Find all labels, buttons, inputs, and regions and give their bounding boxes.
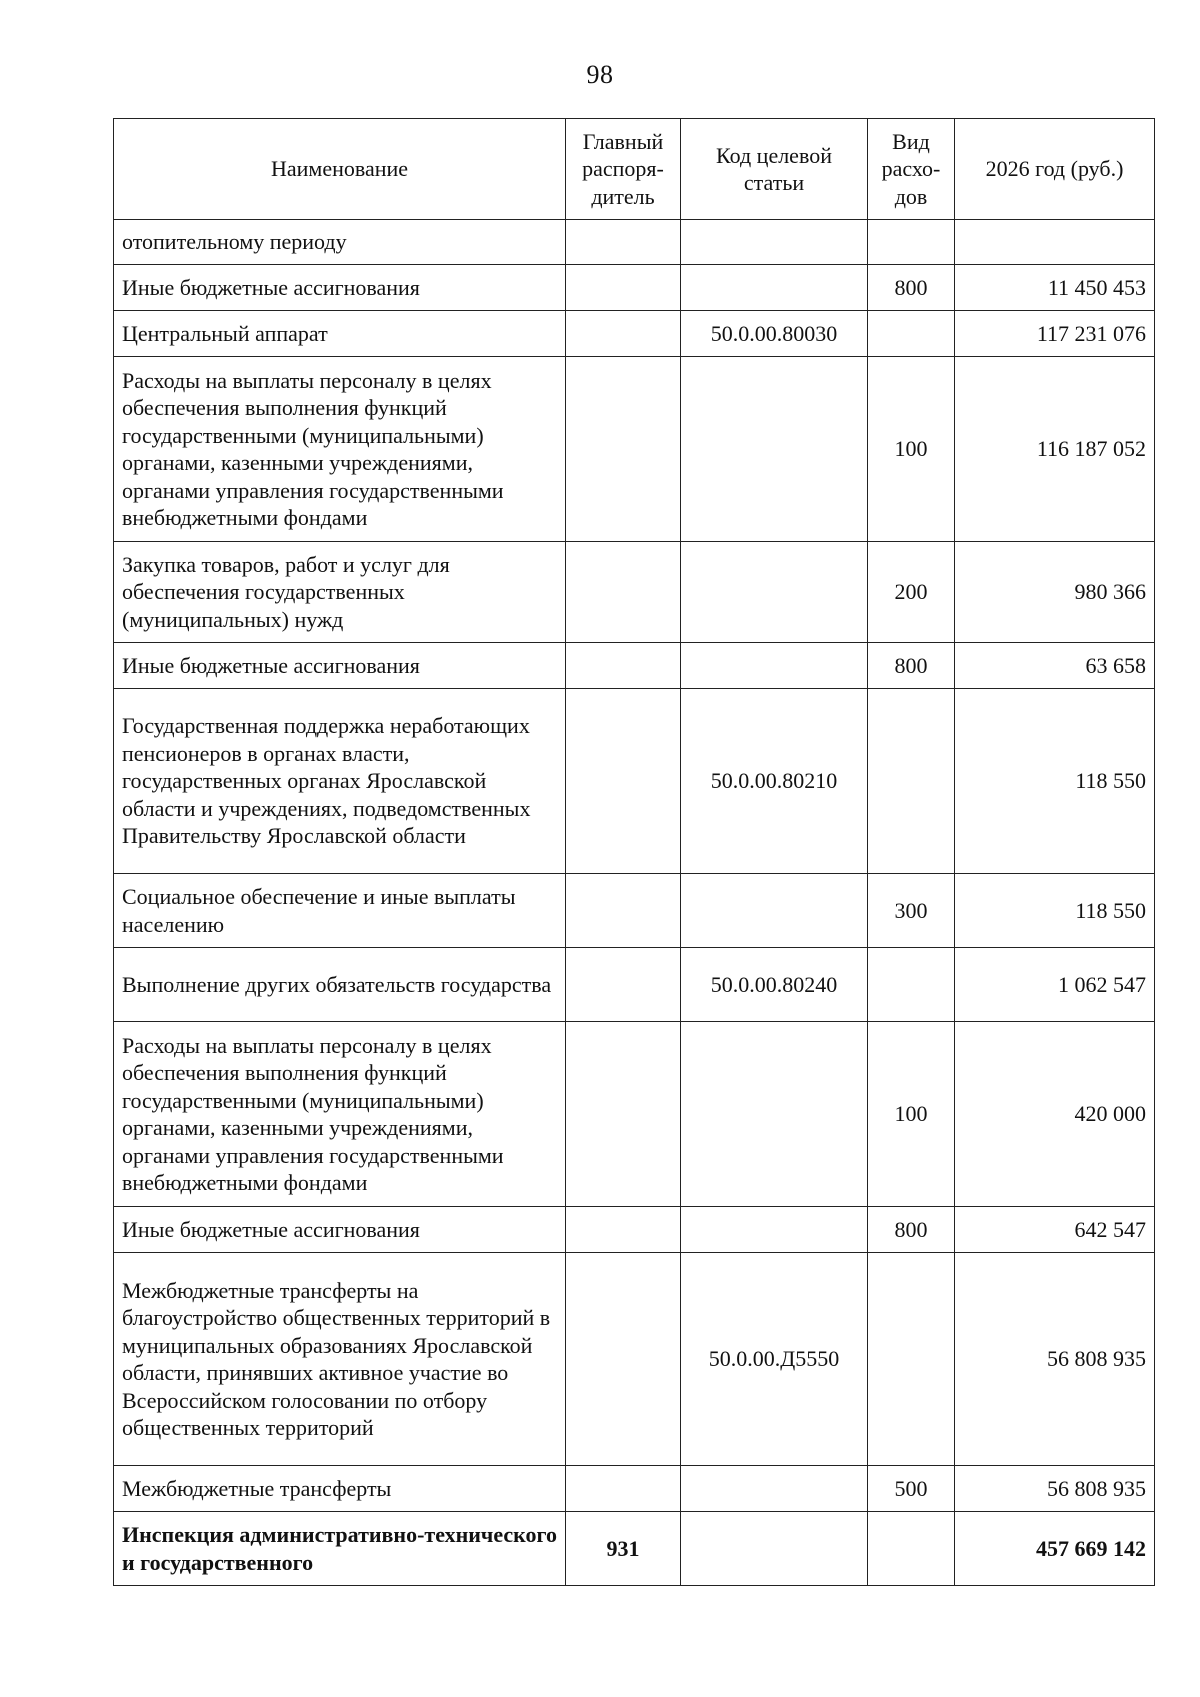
table-row [114,1022,1155,1207]
row-admin [566,1207,681,1253]
header-sum: 2026 год (руб.) [955,119,1155,220]
row-code: 50.0.00.80030 [681,311,868,357]
row-sum: 420 000 [955,1022,1155,1207]
row-admin [566,1022,681,1207]
row-sum: 642 547 [955,1207,1155,1253]
row-admin [566,311,681,357]
row-code [681,1207,868,1253]
row-admin [566,357,681,542]
page-number: 98 [586,60,614,89]
row-type: 800 [868,265,955,311]
row-admin [566,874,681,948]
budget-table [113,118,1155,1586]
row-admin [566,220,681,265]
row-name: Инспекция административно-технического и государственного [114,1512,566,1586]
row-name: Расходы на выплаты персоналу в целях обеспечения выполнения функций государственными (муниципальными) органами, казенными учреждениями, органами управления государственными внебюджетными фондами [114,357,566,542]
header-name: Наименование [114,119,566,220]
row-type: 200 [868,542,955,643]
row-sum: 63 658 [955,643,1155,689]
row-sum: 457 669 142 [955,1512,1155,1586]
table-header-row [114,119,1155,220]
row-admin [566,689,681,874]
row-sum: 1 062 547 [955,948,1155,1022]
row-type [868,689,955,874]
row-admin [566,948,681,1022]
table-row [114,1466,1155,1512]
row-name: Социальное обеспечение и иные выплаты населению [114,874,566,948]
row-type [868,1253,955,1466]
row-type: 100 [868,1022,955,1207]
row-name: Расходы на выплаты персоналу в целях обеспечения выполнения функций государственными (муниципальными) органами, казенными учреждениями, органами управления государственными внебюджетными фондами [114,1022,566,1207]
row-admin: 931 [566,1512,681,1586]
row-name: отопительному периоду [114,220,566,265]
row-sum: 117 231 076 [955,311,1155,357]
row-admin [566,1253,681,1466]
row-name: Межбюджетные трансферты [114,1466,566,1512]
row-code [681,1466,868,1512]
row-type: 500 [868,1466,955,1512]
table-row [114,357,1155,542]
row-name: Иные бюджетные ассигнования [114,643,566,689]
table-row [114,874,1155,948]
row-sum: 11 450 453 [955,265,1155,311]
table-row [114,689,1155,874]
row-name: Иные бюджетные ассигнования [114,1207,566,1253]
row-sum [955,220,1155,265]
row-code: 50.0.00.80240 [681,948,868,1022]
row-code: 50.0.00.80210 [681,689,868,874]
row-code [681,1512,868,1586]
row-type [868,220,955,265]
table-row [114,311,1155,357]
row-sum: 980 366 [955,542,1155,643]
row-code [681,1022,868,1207]
row-type: 300 [868,874,955,948]
row-sum: 56 808 935 [955,1466,1155,1512]
row-code [681,542,868,643]
table-row-total [114,1512,1155,1586]
table-row [114,265,1155,311]
row-type [868,311,955,357]
row-type: 800 [868,643,955,689]
row-name: Межбюджетные трансферты на благоустройство общественных территорий в муниципальных образованиях Ярославской области, принявших активное участие во Всероссийском голосовании по отбору общественных территорий [114,1253,566,1466]
row-code [681,265,868,311]
row-name: Центральный аппарат [114,311,566,357]
row-name: Иные бюджетные ассигнования [114,265,566,311]
table-row [114,542,1155,643]
row-code [681,220,868,265]
row-sum: 116 187 052 [955,357,1155,542]
row-type: 100 [868,357,955,542]
row-type: 800 [868,1207,955,1253]
row-sum: 118 550 [955,689,1155,874]
table-row [114,643,1155,689]
row-code: 50.0.00.Д5550 [681,1253,868,1466]
header-code: Код целевой статьи [681,119,868,220]
row-sum: 56 808 935 [955,1253,1155,1466]
row-type [868,948,955,1022]
row-code [681,357,868,542]
row-name: Государственная поддержка неработающих пенсионеров в органах власти, государственных органах Ярославской области и учреждениях, подведомственных Правительству Ярославской области [114,689,566,874]
row-name: Выполнение других обязательств государства [114,948,566,1022]
table-row [114,948,1155,1022]
table-row [114,220,1155,265]
row-code [681,643,868,689]
row-code [681,874,868,948]
row-name: Закупка товаров, работ и услуг для обеспечения государственных (муниципальных) нужд [114,542,566,643]
row-admin [566,643,681,689]
row-type [868,1512,955,1586]
row-admin [566,542,681,643]
header-type: Вид расхо-дов [868,119,955,220]
row-sum: 118 550 [955,874,1155,948]
row-admin [566,265,681,311]
table-row [114,1207,1155,1253]
row-admin [566,1466,681,1512]
header-admin: Главный распоря-дитель [566,119,681,220]
table-row [114,1253,1155,1466]
